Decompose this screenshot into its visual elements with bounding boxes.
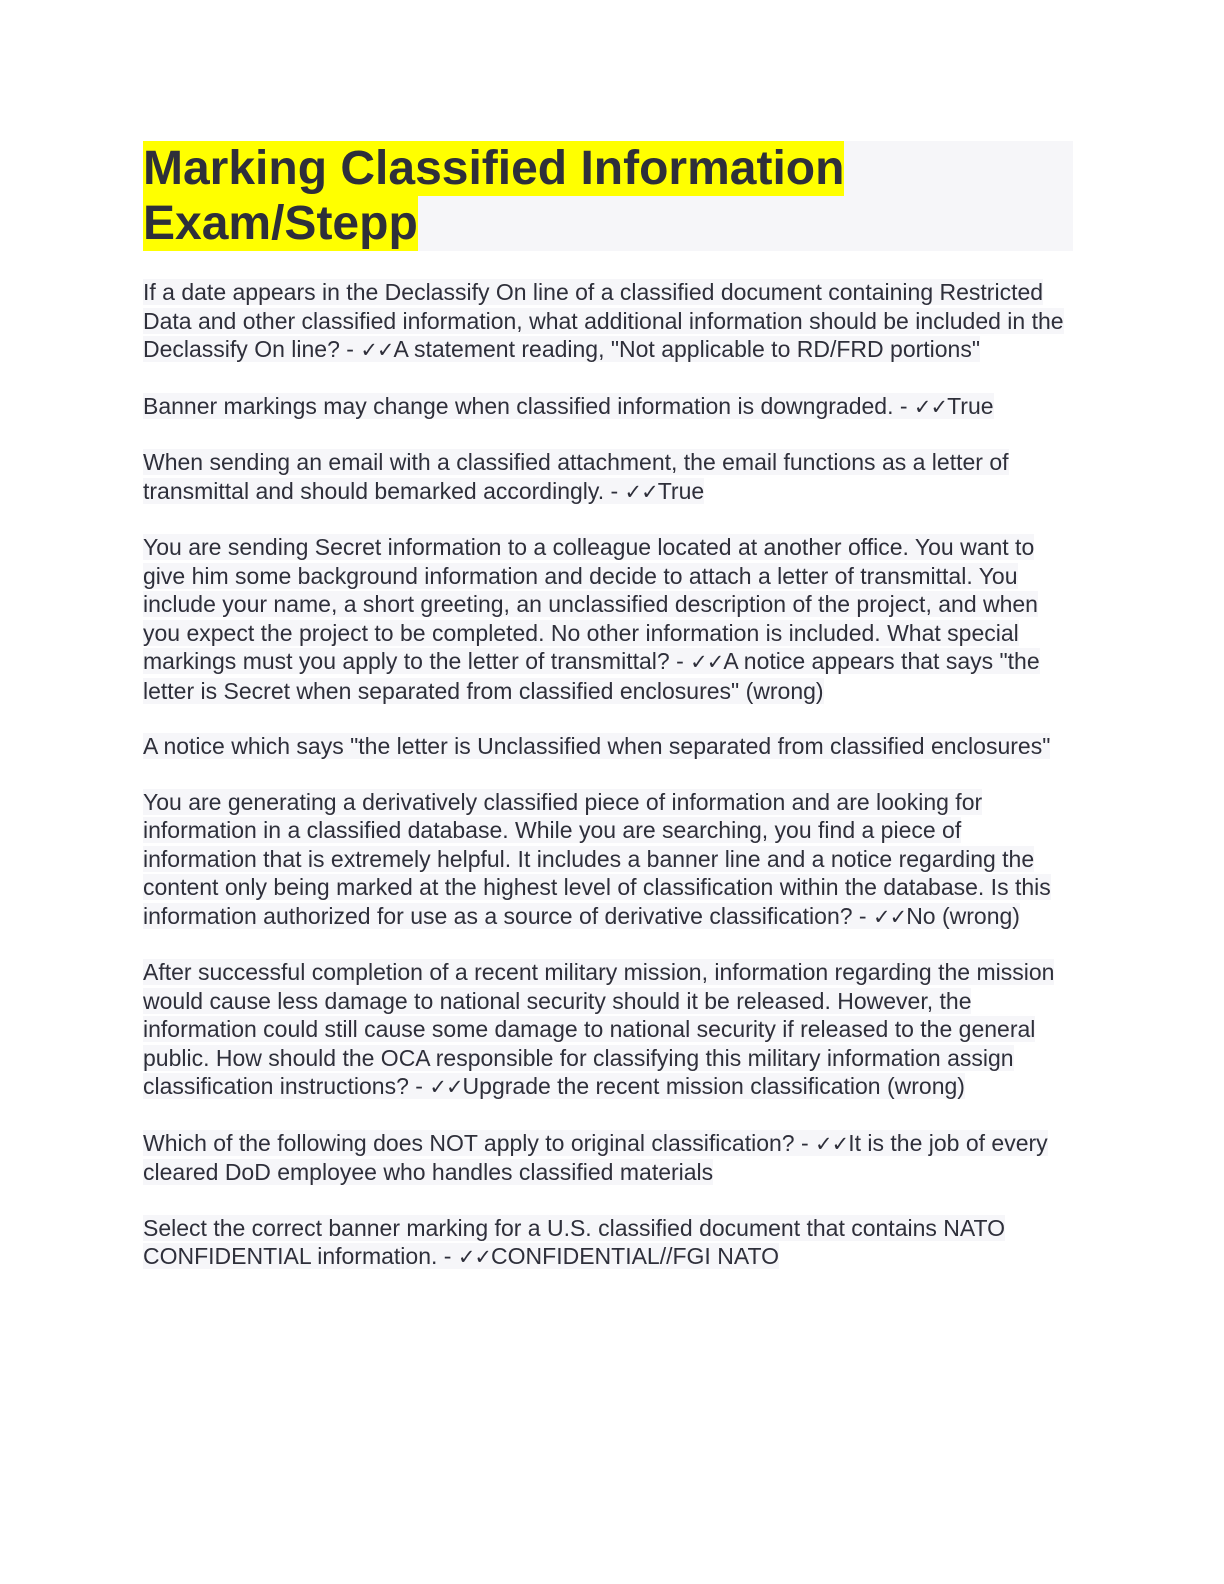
double-check-icon: ✓✓ bbox=[872, 904, 907, 929]
qa-item bbox=[143, 958, 1073, 1102]
qa-item bbox=[143, 392, 1073, 422]
double-check-icon: ✓✓ bbox=[360, 338, 394, 362]
double-check-icon: ✓✓ bbox=[429, 1075, 463, 1099]
answer-text: No (wrong) bbox=[906, 902, 1020, 929]
qa-item bbox=[143, 533, 1073, 705]
document-page bbox=[143, 141, 1073, 1299]
question-text: Which of the following does NOT apply to original classification? - bbox=[143, 1129, 816, 1156]
double-check-icon: ✓✓ bbox=[815, 1131, 849, 1156]
question-text: When sending an email with a classified attachment, the email functions as a letter of transmittal and should bemarked accordingly. - bbox=[143, 449, 1009, 504]
question-text: Banner markings may change when classified information is downgraded. - bbox=[143, 392, 914, 419]
page-title-line-2: Exam/Stepp bbox=[143, 197, 418, 250]
answer-text: CONFIDENTIAL//FGI NATO bbox=[491, 1243, 779, 1269]
answer-text: A notice appears that says "the letter is Secret when separated from classified enclosures" (wrong) bbox=[143, 648, 1040, 704]
double-check-icon: ✓✓ bbox=[624, 479, 658, 504]
answer-text: True bbox=[947, 392, 994, 419]
qa-item bbox=[143, 448, 1073, 506]
answer-text: It is the job of every cleared DoD employee who handles classified materials bbox=[143, 1129, 1048, 1185]
page-title-line-1: Marking Classified Information bbox=[143, 142, 845, 195]
qa-item bbox=[143, 732, 1073, 761]
double-check-icon: ✓✓ bbox=[457, 1245, 492, 1269]
qa-item bbox=[143, 788, 1073, 932]
question-text: After successful completion of a recent military mission, information regarding the mission would cause less damage to national security should it be released. However, the information could still cause some damage to national security if released to the general public. How should the OCA responsible for classifying this military information assign classification instructions? - bbox=[143, 959, 1055, 1099]
answer-text: True bbox=[657, 477, 705, 504]
double-check-icon: ✓✓ bbox=[690, 650, 724, 674]
qa-item bbox=[143, 1129, 1073, 1187]
answer-text: A notice which says "the letter is Unclassified when separated from classified enclosures" bbox=[143, 733, 1051, 759]
qa-list bbox=[143, 278, 1073, 1272]
question-text: If a date appears in the Declassify On line of a classified document containing Restricted Data and other classified information, what additional information should be included in the Declassify On line? - bbox=[143, 279, 1064, 362]
double-check-icon: ✓✓ bbox=[913, 394, 948, 419]
answer-text: Upgrade the recent mission classification (wrong) bbox=[462, 1073, 965, 1099]
question-text: You are sending Secret information to a colleague located at another office. You want to give him some background information and decide to attach a letter of transmittal. You include your name, a short greeting, an unclassified description of the project, and when you expect the project to be completed. No other information is included. What special markings must you apply to the letter of transmittal? - bbox=[143, 534, 1038, 674]
qa-item bbox=[143, 278, 1073, 365]
qa-item bbox=[143, 1214, 1073, 1272]
answer-text: A statement reading, "Not applicable to RD/FRD portions" bbox=[393, 336, 981, 362]
question-text: Select the correct banner marking for a U.S. classified document that contains NATO CONFIDENTIAL information. - bbox=[143, 1214, 1006, 1269]
question-text: You are generating a derivatively classified piece of information and are looking for information in a classified database. While you are searching, you find a piece of information that is extremely helpful. It includes a banner line and a notice regarding the content only being marked at the highest level of classification within the database. Is this information authorized for use as a source of derivative classification? - bbox=[143, 788, 1051, 929]
title-block bbox=[143, 141, 1073, 251]
